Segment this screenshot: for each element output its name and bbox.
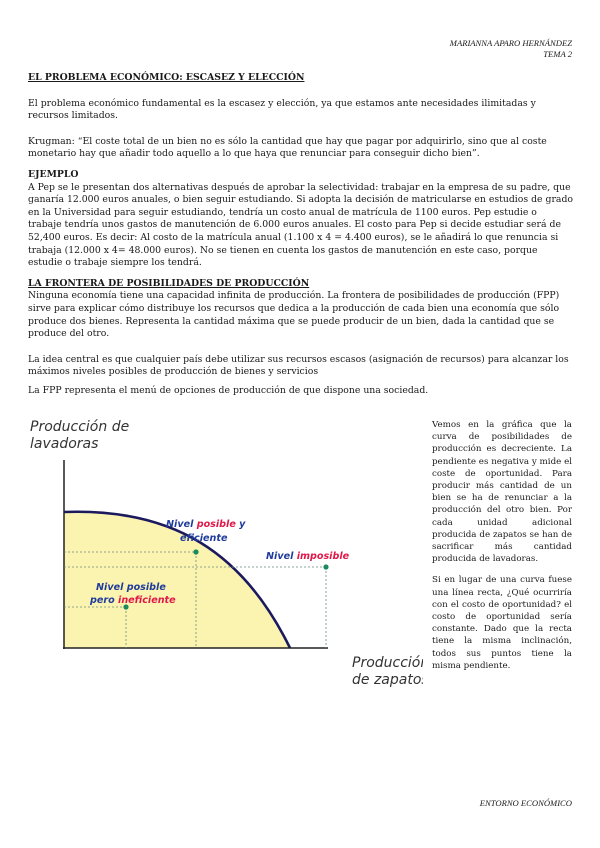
section-title-ejemplo: EJEMPLO bbox=[28, 168, 79, 180]
y-axis-label-line2: lavadoras bbox=[30, 436, 99, 452]
page-header bbox=[450, 38, 572, 60]
fpp-graph bbox=[28, 412, 423, 692]
label-possible-efficient-line2: eficiente bbox=[180, 533, 228, 544]
topic-label: TEMA 2 bbox=[543, 49, 572, 59]
x-axis-label-line2: de zapatos bbox=[352, 672, 423, 688]
paragraph-fpp-menu: La FPP representa el menú de opciones de producción de que dispone una sociedad. bbox=[28, 384, 429, 396]
label-inefficient-line2: pero ineficiente bbox=[90, 595, 176, 606]
paragraph-fpp-definition: Ninguna economía tiene una capacidad infinita de producción. La frontera de posibilidades de producción (FPP) sirve para explicar cómo distribuye los recursos que dedica a la producción de cada bien una economía que sólo produce dos bienes. Representa la cantidad máxima que se puede producir de un bien, dada la cantidad que se produce del otro. bbox=[28, 290, 560, 340]
paragraph-graph-slope: Vemos en la gráfica que la curva de posibilidades de producción es decreciente. La pendiente es negativa y mide el coste de oportunidad. Para producir más cantidad de un bien se ha de renunciar a la producción del otro bien. Por cada unidad adicional producida de zapatos se han de sacrificar más cantidad producida de lavadoras. bbox=[432, 420, 572, 565]
document-body bbox=[28, 72, 573, 397]
section-title-problema: EL PROBLEMA ECONÓMICO: ESCASEZ Y ELECCIÓN bbox=[28, 72, 305, 83]
y-axis-label-line1: Producción de bbox=[30, 419, 130, 435]
label-impossible: Nivel imposible bbox=[266, 551, 350, 562]
graph-explanation bbox=[432, 419, 572, 681]
point-efficient bbox=[193, 549, 198, 554]
point-impossible bbox=[323, 564, 328, 569]
paragraph-escasez: El problema económico fundamental es la escasez y elección, ya que estamos ante necesidades ilimitadas y recursos limitados. bbox=[28, 97, 536, 122]
label-inefficient-line1: Nivel posible bbox=[96, 582, 166, 593]
fpp-feasible-area bbox=[64, 512, 290, 648]
paragraph-ejemplo: A Pep se le presentan dos alternativas después de aprobar la selectividad: trabajar en la empresa de su padre, que ganaría 12.000 euros anuales, o bien seguir estudiando. Si adopta la decisión de matricularse en estudios de grado en la Universidad para seguir estudiando, tendría un costo anual de matrícula de 1100 euros. Pep estudie o trabaje tendría unos gastos de manutención de 6.000 euros anuales. El costo para Pep si decide estudiar será de 52,400 euros. Es decir: Al costo de la matrícula anual (1.100 x 4 = 4.400 euros), se le añadirá lo que renuncia si trabaja (12.000 x 4= 48.000 euros). No se tienen en cuenta los gastos de manutención en este caso, porque estudie o trabaje siempre los tendrá. bbox=[28, 181, 574, 269]
page-footer: ENTORNO ECONÓMICO bbox=[479, 798, 572, 808]
author-name: MARIANNA APARO HERNÁNDEZ bbox=[449, 38, 572, 48]
label-possible-efficient-line1: Nivel posible y bbox=[166, 519, 246, 530]
paragraph-fpp-idea: La idea central es que cualquier país debe utilizar sus recursos escasos (asignación de recursos) para alcanzar los máximos niveles posibles de producción de bienes y servicios bbox=[28, 353, 569, 378]
section-title-fpp: LA FRONTERA DE POSIBILIDADES DE PRODUCCIÓN bbox=[28, 277, 310, 289]
fpp-figure bbox=[28, 412, 423, 692]
paragraph-krugman: Krugman: “El coste total de un bien no es sólo la cantidad que hay que pagar por adquirirlo, sino que al coste monetario hay que añadir todo aquello a lo que haya que renunciar para conseguir dicho bien”. bbox=[28, 135, 547, 160]
paragraph-graph-straight-line: Si en lugar de una curva fuese una línea recta, ¿Qué ocurriría con el costo de oportunidad? el costo de oportunidad sería constante. Dado que la recta tiene la misma inclinación, todos sus puntos tiene la misma pendiente. bbox=[432, 575, 572, 671]
x-axis-label-line1: Producción bbox=[352, 655, 423, 671]
